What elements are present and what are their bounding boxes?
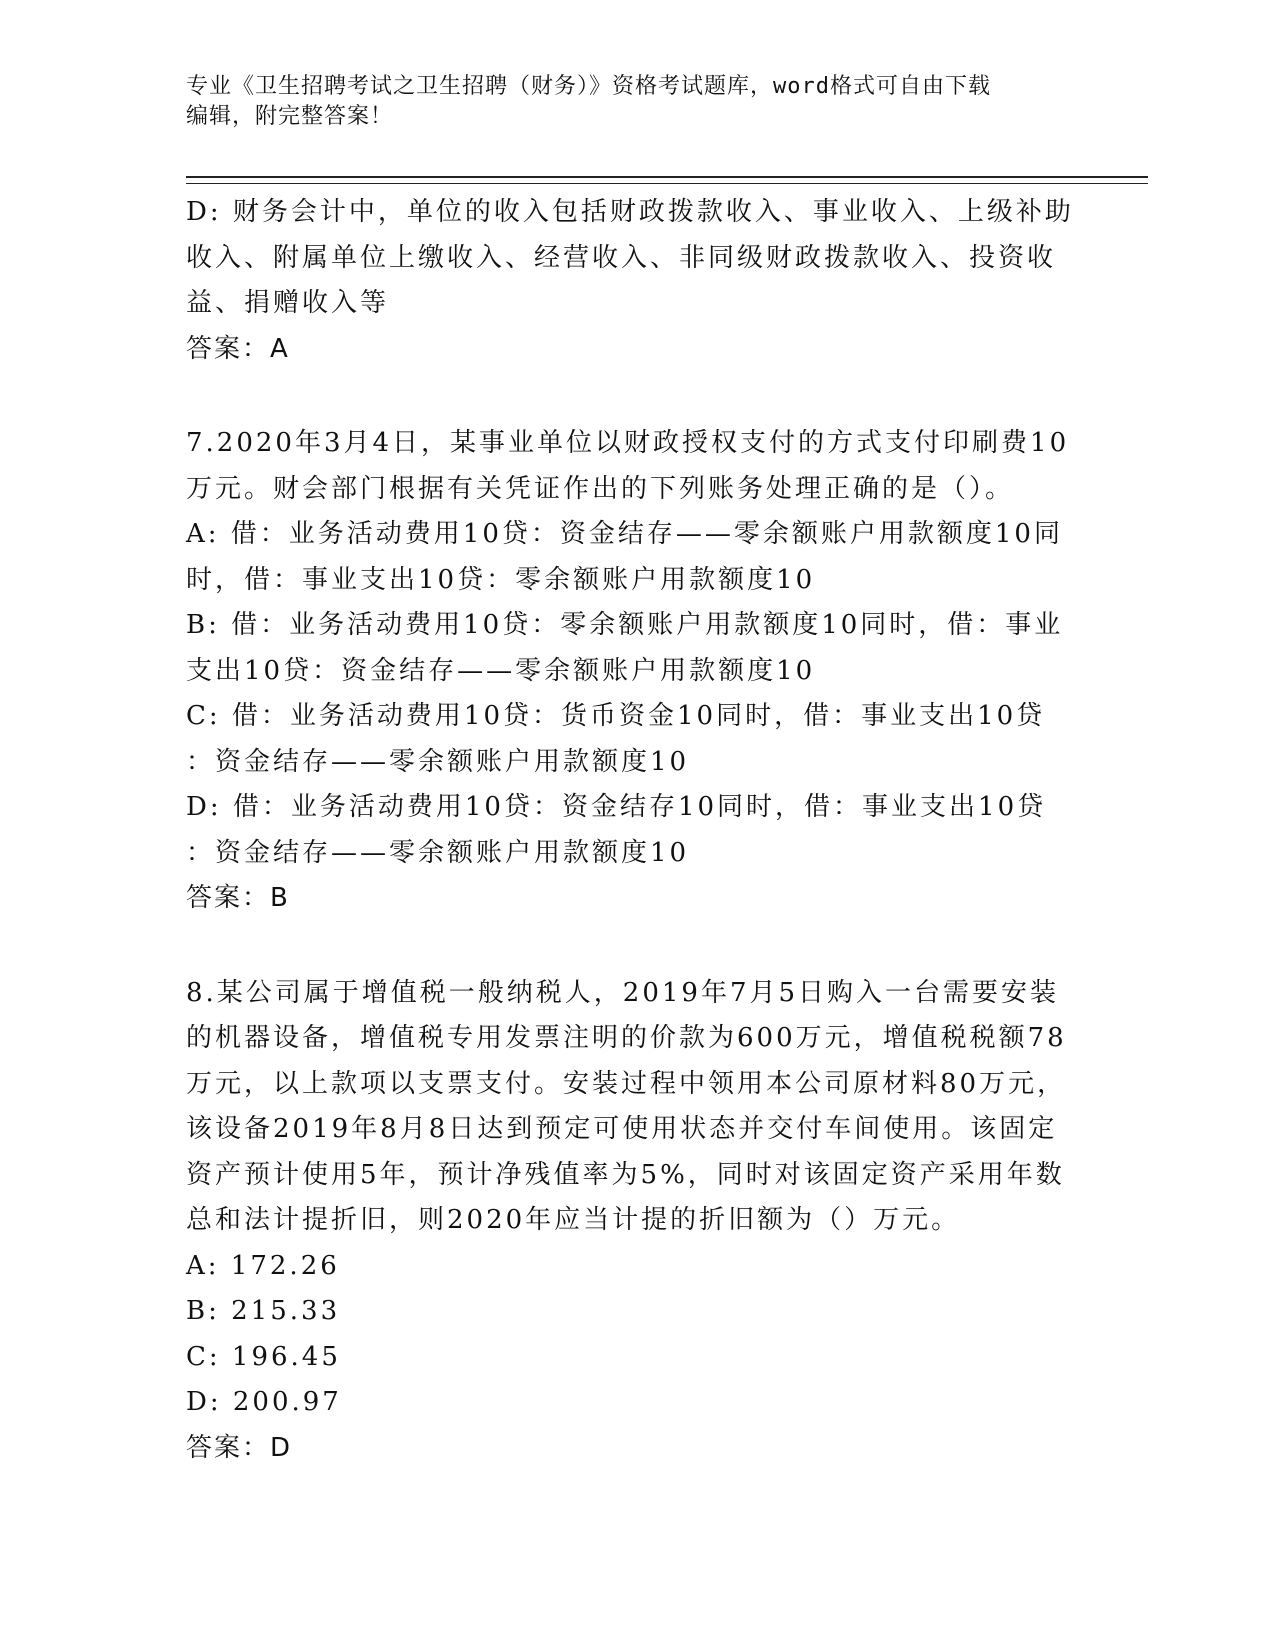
- option-line: A: 借：业务活动费用10贷：资金结存——零余额账户用款额度10同: [186, 519, 1063, 549]
- option-line: D: 财务会计中，单位的收入包括财政拨款收入、事业收入、上级补助: [186, 197, 1074, 227]
- question-6-answer: 答案：A: [186, 333, 290, 364]
- question-8-answer: 答案：D: [186, 1432, 293, 1463]
- spacer: [186, 372, 1076, 421]
- question-7-option-c: [186, 694, 1076, 785]
- header-line-1: 专业《卫生招聘考试之卫生招聘（财务）》资格考试题库，word格式可自由下载: [186, 74, 991, 99]
- question-7-answer: 答案：B: [186, 883, 290, 913]
- option-line: 支出10贷：资金结存——零余额账户用款额度10: [186, 655, 816, 686]
- spacer: [186, 922, 1076, 971]
- stem-line: 的机器设备，增值税专用发票注明的价款为600万元，增值税税额78: [186, 1023, 1067, 1053]
- question-7-option-d: [186, 785, 1076, 876]
- stem-line: 7.2020年3月4日，某事业单位以财政授权支付的方式支付印刷费10: [186, 428, 1070, 458]
- question-content: [186, 190, 1076, 1471]
- question-8-option-c: C: 196.45: [186, 1341, 341, 1372]
- question-8-stem: [186, 971, 1076, 1244]
- header-line-2: 编辑，附完整答案！: [186, 104, 394, 129]
- option-line: B: 借：业务活动费用10贷：零余额账户用款额度10同时，借：事业: [186, 610, 1064, 640]
- header-divider-thin: [186, 183, 1148, 184]
- stem-line: 8.某公司属于增值税一般纳税人，2019年7月5日购入一台需要安装: [186, 977, 1060, 1008]
- question-6-option-d: [186, 190, 1076, 327]
- document-header: [186, 72, 1066, 132]
- option-line: 时，借：事业支出10贷：零余额账户用款额度10: [186, 564, 816, 595]
- stem-line: 该设备2019年8月8日达到预定可使用状态并交付车间使用。该固定: [186, 1114, 1058, 1144]
- stem-line: 万元。财会部门根据有关凭证作出的下列账务处理正确的是（）。: [186, 473, 1015, 504]
- option-line: ：资金结存——零余额账户用款额度10: [186, 746, 690, 777]
- question-7-stem: [186, 421, 1076, 512]
- option-line: 益、捐赠收入等: [186, 288, 390, 318]
- question-7-option-b: [186, 603, 1076, 694]
- option-line: ：资金结存——零余额账户用款额度10: [186, 837, 690, 868]
- option-line: C: 借：业务活动费用10贷：货币资金10同时，借：事业支出10贷: [186, 701, 1046, 731]
- stem-line: 总和法计提折旧，则2020年应当计提的折旧额为（）万元。: [186, 1205, 961, 1235]
- stem-line: 资产预计使用5年，预计净残值率为5%，同时对该固定资产采用年数: [186, 1159, 1065, 1190]
- question-7-option-a: [186, 512, 1076, 603]
- option-line: 收入、附属单位上缴收入、经营收入、非同级财政拨款收入、投资收: [186, 242, 1057, 273]
- question-8-option-a: A: 172.26: [186, 1250, 340, 1281]
- question-8-option-d: D: 200.97: [186, 1387, 342, 1417]
- header-divider-thick: [186, 176, 1148, 178]
- question-8-option-b: B: 215.33: [186, 1296, 341, 1326]
- option-line: D: 借：业务活动费用10贷：资金结存10同时，借：事业支出10贷: [186, 792, 1047, 822]
- stem-line: 万元，以上款项以支票支付。安装过程中领用本公司原材料80万元，: [186, 1068, 1067, 1099]
